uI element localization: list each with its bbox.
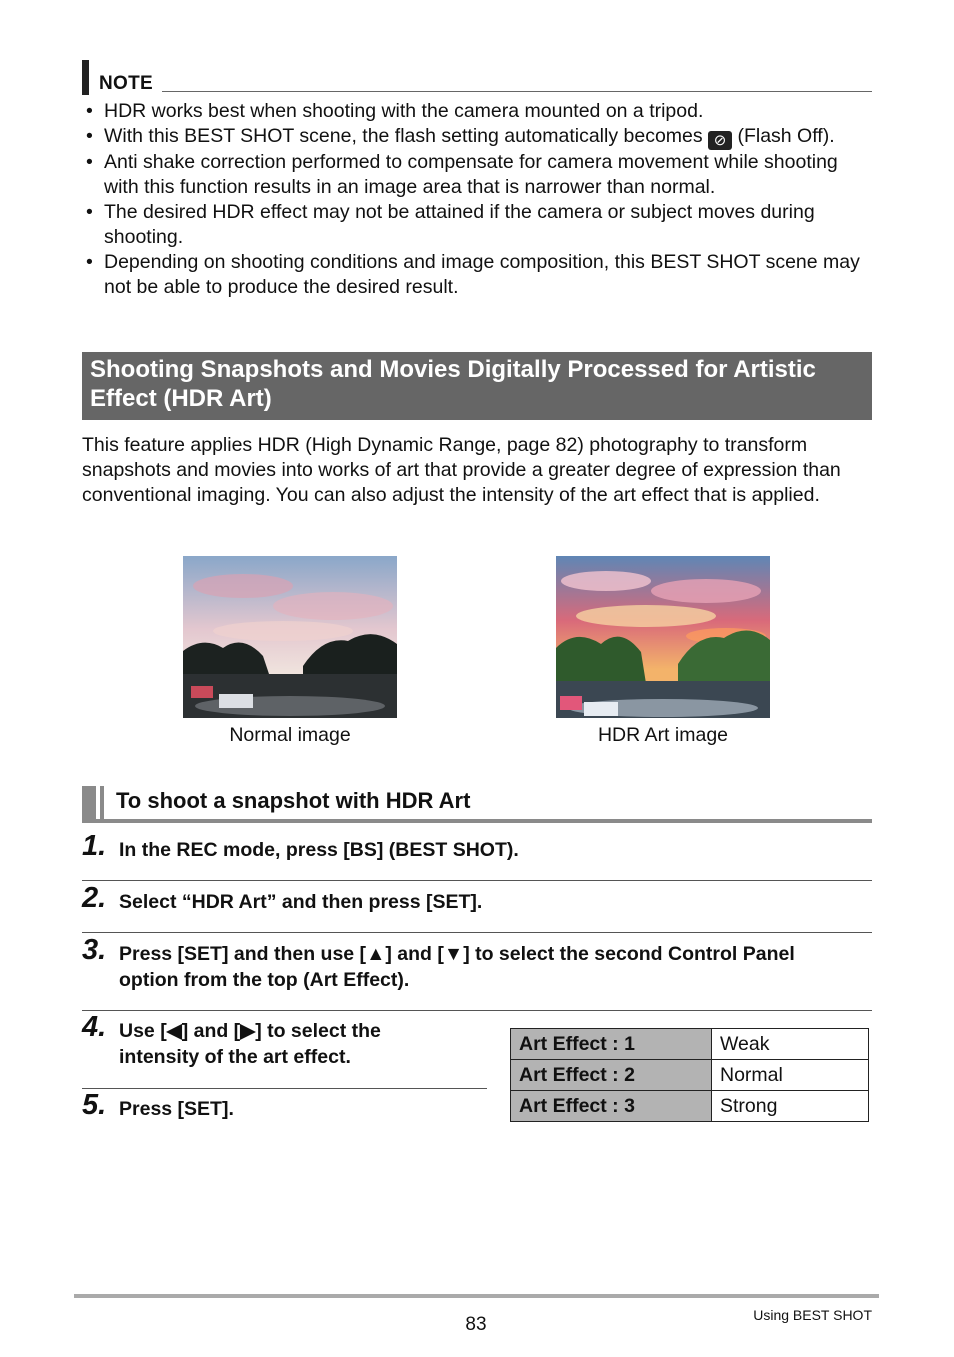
note-item: • Depending on shooting conditions and image composition, this BEST SHOT scene may not be able to produce the desired result. — [82, 250, 872, 300]
table-row — [511, 1029, 869, 1060]
art-effect-level: Art Effect : 1 — [511, 1029, 712, 1060]
right-arrow-icon: ▶ — [240, 1020, 256, 1042]
procedure-title: To shoot a snapshot with HDR Art — [116, 788, 471, 813]
art-effect-intensity: Strong — [712, 1091, 869, 1122]
step-number: 5. — [82, 1089, 107, 1121]
note-item: • HDR works best when shooting with the camera mounted on a tripod. — [82, 99, 872, 124]
table-row — [511, 1060, 869, 1091]
step-number: 2. — [82, 882, 107, 914]
step-text: In the REC mode, press [BS] (BEST SHOT). — [119, 839, 519, 861]
step-text: Use [◀] and [▶] to select the intensity of the art effect. — [119, 1020, 381, 1068]
down-arrow-icon: ▼ — [443, 943, 464, 965]
left-arrow-icon: ◀ — [166, 1020, 182, 1042]
step-text: Select “HDR Art” and then press [SET]. — [119, 891, 483, 913]
note-marker — [82, 60, 89, 95]
step-number: 1. — [82, 830, 107, 862]
step-divider — [82, 880, 872, 881]
procedure-divider — [82, 819, 872, 823]
step-number: 3. — [82, 934, 107, 966]
flash-off-icon: ⊘ — [708, 131, 732, 150]
subsection-marker — [82, 786, 96, 821]
art-effect-intensity: Weak — [712, 1029, 869, 1060]
normal-image — [183, 556, 397, 718]
step-number: 4. — [82, 1011, 107, 1043]
page-number: 83 — [465, 1314, 487, 1335]
up-arrow-icon: ▲ — [366, 943, 386, 965]
subsection-marker — [100, 786, 104, 821]
step-text: Press [SET]. — [119, 1098, 234, 1120]
normal-image-caption: Normal image — [229, 724, 351, 746]
art-effect-level: Art Effect : 2 — [511, 1060, 712, 1091]
art-effect-level: Art Effect : 3 — [511, 1091, 712, 1122]
step-text: Press [SET] and then use [▲] and [▼] to select the second Control Panel option from the top (Art Effect). — [119, 943, 795, 991]
note-item: • The desired HDR effect may not be attained if the camera or subject moves during shooting. — [82, 200, 872, 250]
hdr-art-image — [556, 556, 770, 718]
note-item: • With this BEST SHOT scene, the flash setting automatically becomes ⊘ (Flash Off). — [82, 124, 872, 150]
section-title: Shooting Snapshots and Movies Digitally Processed for Artistic Effect (HDR Art) — [82, 352, 872, 420]
step-divider — [82, 932, 872, 933]
note-list — [82, 99, 872, 300]
section-intro: This feature applies HDR (High Dynamic Range, page 82) photography to transform snapshots and movies into works of art that provide a greater degree of expression than conventional imaging. You can also adjust the intensity of the art effect that is applied. — [82, 434, 841, 506]
footer-section-title: Using BEST SHOT — [753, 1307, 872, 1323]
art-effect-intensity: Normal — [712, 1060, 869, 1091]
hdr-image-caption: HDR Art image — [597, 724, 729, 746]
note-divider — [162, 91, 872, 92]
art-effect-table — [510, 1028, 869, 1122]
table-row — [511, 1091, 869, 1122]
footer-divider — [74, 1294, 879, 1298]
step-divider — [82, 1088, 487, 1089]
step-divider — [82, 1010, 872, 1011]
note-label: NOTE — [99, 73, 153, 94]
note-item: • Anti shake correction performed to compensate for camera movement while shooting with this function results in an image area that is narrower than normal. — [82, 150, 872, 200]
